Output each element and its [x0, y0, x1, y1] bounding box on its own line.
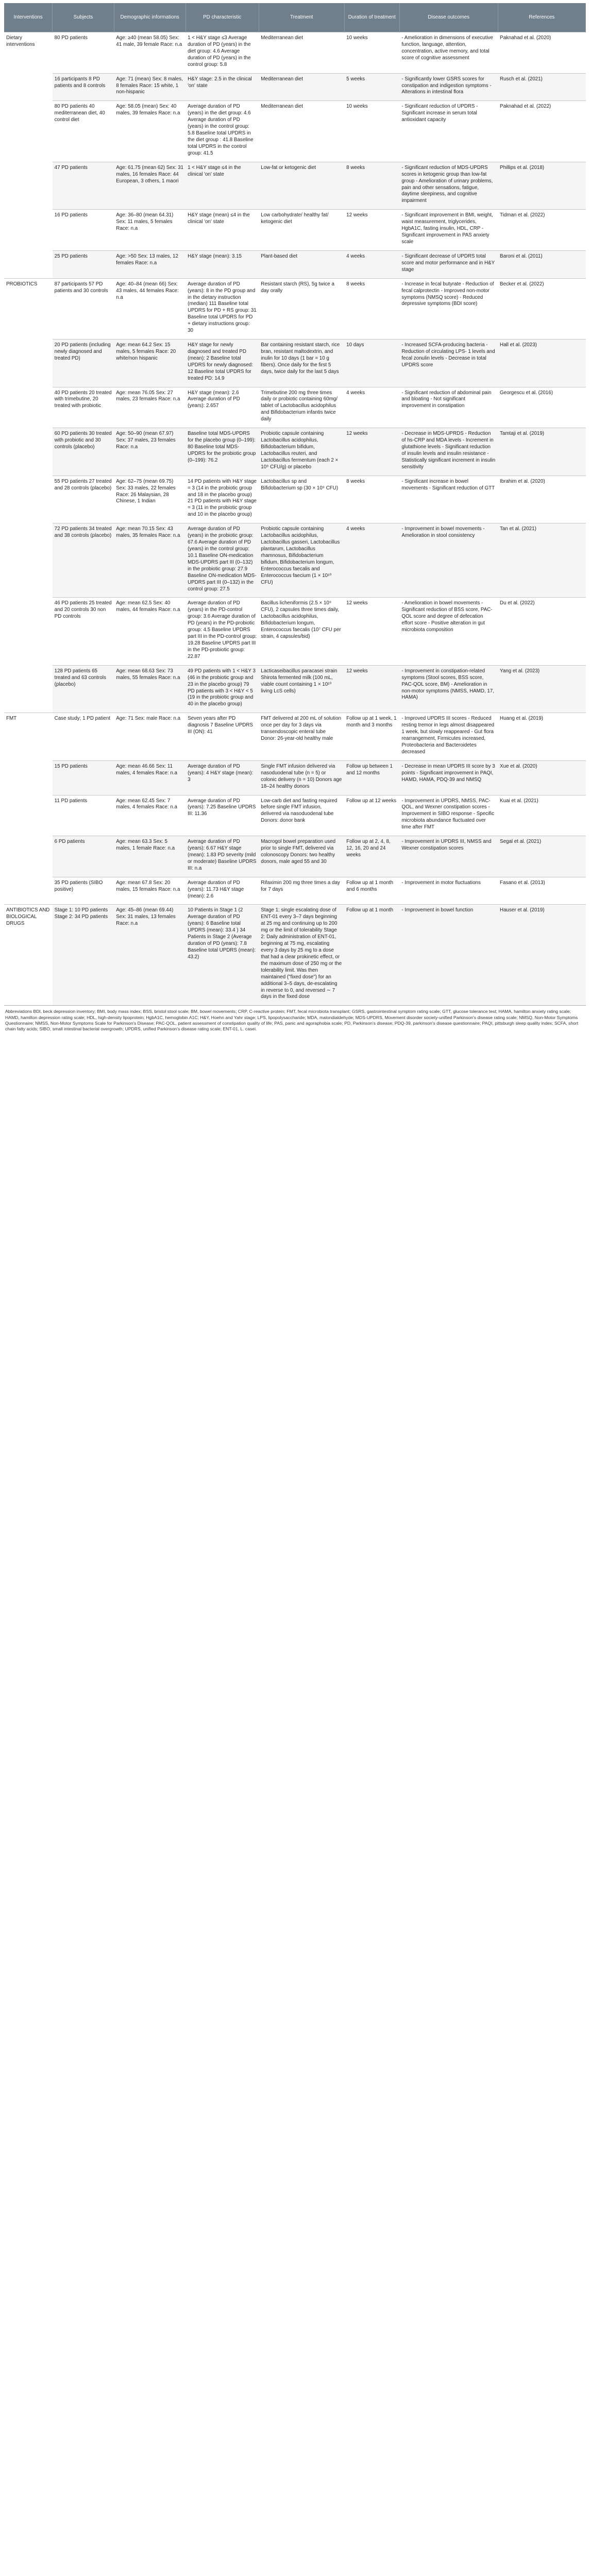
table-row [4, 340, 586, 387]
duration-cell: 4 weeks [344, 387, 399, 428]
demographics-cell: Age: >50 Sex: 13 males, 12 females Race: n.a [114, 250, 186, 278]
treatment-cell: Trimebutine 200 mg three times daily or probiotic containing 60mg/ tablet of Lactobacillus acidophilus and Bifidobacterium infantis twice daily [259, 387, 344, 428]
demographics-cell: Age: mean 62.5 Sex: 40 males, 44 females Race: n.a [114, 598, 186, 665]
pd-characteristic-cell: 1 < H&Y stage ≤4 in the clinical 'on' state [186, 162, 259, 210]
outcomes-cell: - Increased SCFA-producing bacteria - Reduction of circulating LPS- 1 levels and fecal zonulin levels - Decrease in total UPDRS score [399, 340, 498, 387]
intervention-category-cell [4, 476, 53, 523]
demographics-cell: Age: mean 62.45 Sex: 7 males, 4 females Race: n.a [114, 795, 186, 836]
reference-cell[interactable]: Paknahad et al. (2020) [498, 32, 585, 74]
table-row [4, 905, 586, 1005]
pd-characteristic-cell: Average duration of PD (years) in the diet group: 4.6 Average duration of PD (years) in the control group: 5.8 Baseline total UPDRS in the diet group : 41.8 Baseline total UPDRS in the control group: 41.5 [186, 101, 259, 162]
table-body [4, 32, 586, 1006]
outcomes-cell: - Significant decrease of UPDRS total score and motor performance and in H&Y stage [399, 250, 498, 278]
duration-cell: 10 weeks [344, 101, 399, 162]
subjects-cell: 80 PD patients [53, 32, 114, 74]
pd-characteristic-cell: Average duration of PD (years) in the PD-control group: 3.6 Average duration of PD (years) in the PD-probiotic group: 4.5 Baseline UPDRS part III in the PD-control group: 19.28 Baseline UPDRS part III in the PD-probiotic group: 22.87 [186, 598, 259, 665]
pd-characteristic-cell: Average duration of PD (years) in the probiotic group: 67.6 Average duration of PD (years) in the control group: 10.1 Baseline ON-medication MDS-UPDRS part III (0–132) in the probiotic group: 27.9 Baseline ON-medication MDS-UPDRS part III (0–132) in the control group: 27.5 [186, 523, 259, 598]
demographics-cell: Age: mean 68.63 Sex: 73 males, 55 females Race: n.a [114, 665, 186, 713]
table-row [4, 523, 586, 598]
pd-characteristic-cell: H&Y stage for newly diagnosed and treated PD (mean): 2 Baseline total UPDRS for newly diagnosed: 12 Baseline total UPDRS for treated PD: 14.9 [186, 340, 259, 387]
reference-cell[interactable]: Phillips et al. (2018) [498, 162, 585, 210]
demographics-cell: Age: mean 70.15 Sex: 43 males, 35 females Race: n.a [114, 523, 186, 598]
duration-cell: 4 weeks [344, 250, 399, 278]
duration-cell: 12 weeks [344, 665, 399, 713]
table-row [4, 476, 586, 523]
reference-cell[interactable]: Tidman et al. (2022) [498, 210, 585, 251]
intervention-category-cell [4, 665, 53, 713]
pd-characteristic-cell: H&Y stage (mean): 3.15 [186, 250, 259, 278]
header-references: References [498, 3, 585, 32]
header-interventions: Interventions [4, 3, 53, 32]
subjects-cell: Case study; 1 PD patient [53, 713, 114, 761]
demographics-cell: Age: 50–90 (mean 67.97) Sex: 37 males, 23 females Race: n.a [114, 428, 186, 476]
duration-cell: 10 days [344, 340, 399, 387]
subjects-cell: 20 PD patients (including newly diagnosed and treated PD) [53, 340, 114, 387]
duration-cell: Follow up at 1 week, 1 month and 3 months [344, 713, 399, 761]
intervention-category-cell: ANTIBIOTICS AND BIOLOGICAL DRUGS [4, 905, 53, 1005]
intervention-category-cell [4, 836, 53, 877]
subjects-cell: 46 PD patients 25 treated and 20 controls 30 non PD controls [53, 598, 114, 665]
studies-table [4, 3, 586, 1005]
treatment-cell: Rifaximin 200 mg three times a day for 7 days [259, 877, 344, 905]
pd-characteristic-cell: Average duration of PD (years): 4 H&Y stage (mean): 3 [186, 760, 259, 795]
reference-cell[interactable]: Du et al. (2022) [498, 598, 585, 665]
reference-cell[interactable]: Georgescu et al. (2016) [498, 387, 585, 428]
treatment-cell: Probiotic capsule containing Lactobacillus acidophilus, Bifidobacterium bifidum, Lactobacillus reuteri, and Lactobacillus fermentum (each 2 × 10⁹ CFU/g) or placebo [259, 428, 344, 476]
demographics-cell: Age: 45–86 (mean 69.44) Sex: 31 males, 13 females Race: n.a [114, 905, 186, 1005]
reference-cell[interactable]: Tan et al. (2021) [498, 523, 585, 598]
intervention-category-cell [4, 250, 53, 278]
treatment-cell: Low-fat or ketogenic diet [259, 162, 344, 210]
outcomes-cell: - Decrease in MDS-UPRDS - Reduction of hs-CRP and MDA levels - Increment in glutathione levels - Significant reduction of insulin levels and insulin resistance - Statistically significant increment in insulin sensitivity [399, 428, 498, 476]
treatment-cell: Macrogol bowel preparation used prior to single FMT, delivered via colonoscopy Donors: two healthy donors, male aged 55 and 30 [259, 836, 344, 877]
demographics-cell: Age: 62–75 (mean 69.75) Sex: 33 males, 22 females Race: 26 Malaysian, 28 Chinese, 1 Indian [114, 476, 186, 523]
outcomes-cell: - Improved UPDRS III scores - Reduced resting tremor in legs almost disappeared 1 week, but slowly reappeared - Gut flora rearrangement, Firmicutes increased, Proteobacteria and Bacteroidetes decreased [399, 713, 498, 761]
table-row [4, 877, 586, 905]
outcomes-cell: - Amelioration in bowel movements - Significant reduction of BSS score, PAC-QOL score and degree of defecation effort score - Positive alteration in gut microbiota composition [399, 598, 498, 665]
treatment-cell: Mediterranean diet [259, 101, 344, 162]
reference-cell[interactable]: Becker et al. (2022) [498, 278, 585, 339]
subjects-cell: 25 PD patients [53, 250, 114, 278]
duration-cell: 10 weeks [344, 32, 399, 74]
table-row [4, 32, 586, 74]
table-row [4, 387, 586, 428]
subjects-cell: 87 participants 57 PD patients and 30 controls [53, 278, 114, 339]
pd-characteristic-cell: H&Y stage (mean) ≤4 in the clinical 'on' state [186, 210, 259, 251]
header-treatment: Treatment [259, 3, 344, 32]
demographics-cell: Age: mean 67.8 Sex: 20 males, 15 females Race: n.a [114, 877, 186, 905]
duration-cell: 12 weeks [344, 210, 399, 251]
outcomes-cell: - Significant improvement in BMI, weight, waist measurement, triglycerides, HgbA1C, fasting insulin, HDL, CRP - Significant improvement in PAS anxiety scale [399, 210, 498, 251]
duration-cell: 5 weeks [344, 73, 399, 101]
treatment-cell: Low-carb diet and fasting required before single FMT infusion, delivered via nasoduodenal tube Donors: donor bank [259, 795, 344, 836]
subjects-cell: 72 PD patients 34 treated and 38 controls (placebo) [53, 523, 114, 598]
demographics-cell: Age: mean 76.05 Sex: 27 males, 23 females Race: n.a [114, 387, 186, 428]
treatment-cell: Single FMT infusion delivered via nasoduodenal tube (n = 5) or colonic delivery (n = 10) Donors age 18–24 healthy donors [259, 760, 344, 795]
intervention-category-cell [4, 73, 53, 101]
outcomes-cell: - Significant increase in bowel movements - Significant reduction of GTT [399, 476, 498, 523]
subjects-cell: 15 PD patients [53, 760, 114, 795]
duration-cell: Follow up between 1 and 12 months [344, 760, 399, 795]
pd-characteristic-cell: H&Y stage (mean): 2.6 Average duration of PD (years): 2.657 [186, 387, 259, 428]
reference-cell[interactable]: Huang et al. (2019) [498, 713, 585, 761]
intervention-category-cell [4, 101, 53, 162]
treatment-cell: Lactobacillus sp and Bifidobacterium sp (30 × 10⁹ CFU) [259, 476, 344, 523]
demographics-cell: Age: 58.05 (mean) Sex: 40 males, 39 females Race: n.a [114, 101, 186, 162]
intervention-category-cell [4, 210, 53, 251]
table-header [4, 3, 586, 32]
table-row [4, 210, 586, 251]
table-row [4, 101, 586, 162]
header-pd-characteristic: PD characteristic [186, 3, 259, 32]
duration-cell: 12 weeks [344, 598, 399, 665]
intervention-category-cell: FMT [4, 713, 53, 761]
abbreviations-footnote: Abbreviations BDI, beck depression inventory; BMI, body mass index; BSS, bristol stool scale; BM, bowel movements; CRP, C-reactive protein; FMT, fecal microbiota transplant; GSRS, gastrointestinal symptom rating scale; GTT, glucose tolerance test; HAMA, hamilton anxiety rating scale; HAMD, hamilton depression rating scale; HDL, high-density lipoprotein; HgbA1C, hemoglobin A1C; H&Y, Hoehn and Yahr stage; LPS, lipopolysaccharide; MDA, malondialdehyde; MDS-UPDRS, Movement disorder society-unified Parkinson's disease rating scale; NMSQ, Non-Motor Symptoms Questionnaire; NMSS, Non-Motor Symptoms Scale for Parkinson's Disease; PAC-QOL, patient assessment of constipation quality of life; PAS, panic and agoraphobia scale; PD, Parkinson's disease; PDQ-39, parkinson's disease questionnaire; PAQI, pittsburgh sleep quality index; SCFA, short chain fatty acids; SIBO, small intestinal bacterial overgrowth; UPDRS, unified Parkinson's disease rating scale; ENT-01, L. casei. [4, 1005, 586, 1032]
pd-characteristic-cell: Average duration of PD (years): 6.67 H&Y stage (mean): 1.83 PD severity (mild or moderate) Baseline UPDRS III: n.a [186, 836, 259, 877]
pd-characteristic-cell: 14 PD patients with H&Y stage = 3 (14 in the probiotic group and 18 in the placebo group) 21 PD patients with H&Y stage = 3 (11 in the probiotic group and 10 in the placebo group) [186, 476, 259, 523]
duration-cell: 12 weeks [344, 428, 399, 476]
table-row [4, 713, 586, 761]
outcomes-cell: - Significantly lower GSRS scores for constipation and indigestion symptoms - Alterations in intestinal flora [399, 73, 498, 101]
pd-characteristic-cell: Seven years after PD diagnosis 7 Baseline UPDRS III (ON): 41 [186, 713, 259, 761]
subjects-cell: 16 PD patients [53, 210, 114, 251]
intervention-category-cell: Dietary interventions [4, 32, 53, 74]
duration-cell: Follow up at 12 weeks [344, 795, 399, 836]
outcomes-cell: - Significant reduction of UPDRS - Significant increase in serum total antioxidant capacity [399, 101, 498, 162]
intervention-category-cell [4, 428, 53, 476]
pd-characteristic-cell: 49 PD patients with 1 < H&Y 3 (46 in the probiotic group and 23 in the placebo group) 79 PD patients with 3 < H&Y < 5 (19 in the probiotic group and 40 in the placebo group) [186, 665, 259, 713]
outcomes-cell: - Improvement in bowel movements - Amelioration in stool consistency [399, 523, 498, 598]
demographics-cell: Age: 61.75 (mean 62) Sex: 31 males, 16 females Race: 44 European, 3 others, 1 maori [114, 162, 186, 210]
treatment-cell: Lacticaseibacillus paracasei strain Shirota fermented milk (100 mL, viable count containing 1 × 10¹⁰ living LcS cells) [259, 665, 344, 713]
table-row [4, 428, 586, 476]
treatment-cell: Bar containing resistant starch, rice bran, resistant maltodextrin, and inulin for 10 days (1 bar = 10 g fibers). Once daily for the first 5 days, twice daily for the last 5 days [259, 340, 344, 387]
header-duration: Duration of treatment [344, 3, 399, 32]
table-row [4, 760, 586, 795]
pd-characteristic-cell: H&Y stage: 2.5 in the clinical 'on' state [186, 73, 259, 101]
subjects-cell: 47 PD patients [53, 162, 114, 210]
reference-cell[interactable]: Paknahad et al. (2022) [498, 101, 585, 162]
outcomes-cell: - Improvement in UPDRS, NMSS, PAC-QOL, and Wexner constipation scores - Improvement in SIBO response - Specific microbiota abundance fluctuated over time after FMT [399, 795, 498, 836]
treatment-cell: FMT delivered at 200 mL of solution once per day for 3 days via transendoscopic enteral tube Donor: 26-year-old healthy male [259, 713, 344, 761]
demographics-cell: Age: mean 46.66 Sex: 11 males, 4 females Race: n.a [114, 760, 186, 795]
intervention-category-cell [4, 162, 53, 210]
subjects-cell: 35 PD patients (SIBO positive) [53, 877, 114, 905]
pd-characteristic-cell: Average duration of PD (years): 11.73 H&Y stage (mean): 2.6 [186, 877, 259, 905]
subjects-cell: 55 PD patients 27 treated and 28 controls (placebo) [53, 476, 114, 523]
outcomes-cell: - Significant reduction of abdominal pain and bloating - Not significant improvement in constipation [399, 387, 498, 428]
pd-characteristic-cell: 10 Patients in Stage 1 (2 Average duration of PD (years): 6 Baseline total UPDRS (mean): 33.4 ) 34 Patients in Stage 2 (Average duration of PD (years): 7.8 Baseline total UPDRS (mean): 43.2) [186, 905, 259, 1005]
demographics-cell: Age: 40–84 (mean 66) Sex: 43 males, 44 females Race: n.a [114, 278, 186, 339]
outcomes-cell: - Decrease in mean UPDRS III score by 3 points - Significant improvement in PAQI, HAMD, HAMA, PDQ-39 and NMSQ [399, 760, 498, 795]
subjects-cell: 80 PD patients 40 mediterranean diet, 40 control diet [53, 101, 114, 162]
outcomes-cell: - Increase in fecal butyrate - Reduction of fecal calprotectin - Improved non-motor symptoms (NMSQ score) - Reduced depressive symptoms (BDI score) [399, 278, 498, 339]
intervention-category-cell [4, 877, 53, 905]
duration-cell: Follow up at 1 month and 6 months [344, 877, 399, 905]
header-subjects: Subjects [53, 3, 114, 32]
pd-characteristic-cell: Baseline total MDS-UPDRS for the placebo group (0–199): 80 Baseline total MDS-UPDRS for the probiotic group (0–199): 76.2 [186, 428, 259, 476]
demographics-cell: Age: 36–80 (mean 64.31) Sex: 11 males, 5 females Race: n.a [114, 210, 186, 251]
subjects-cell: 11 PD patients [53, 795, 114, 836]
subjects-cell: 16 participants 8 PD patients and 8 controls [53, 73, 114, 101]
intervention-category-cell [4, 795, 53, 836]
demographics-cell: Age: 71 Sex: male Race: n.a [114, 713, 186, 761]
outcomes-cell: - Improvement in bowel function [399, 905, 498, 1005]
outcomes-cell: - Amelioration in dimensions of executive function, language, attention, concentration, active memory, and total score of cognitive assessment [399, 32, 498, 74]
outcomes-cell: - Improvement in constipation-related symptoms (Stool scores, BSS score, PAC-QOL score, BM) - Amelioration in non-motor symptoms (NMSS, HAMD, 17, HAMA) [399, 665, 498, 713]
table-row [4, 250, 586, 278]
demographics-cell: Age: 71 (mean) Sex: 8 males, 8 females Race: 15 white, 1 non-hispanic [114, 73, 186, 101]
outcomes-cell: - Significant reduction of MDS-UPDRS scores in ketogenic group than low-fat group - Amelioration of urinary problems, pain and other sensations, fatigue, daytime sleepiness, and cognitive impairment [399, 162, 498, 210]
treatment-cell: Low carbohydrate/ healthy fat/ ketogenic diet [259, 210, 344, 251]
outcomes-cell: - Improvement in motor fluctuations [399, 877, 498, 905]
duration-cell: 8 weeks [344, 162, 399, 210]
intervention-category-cell [4, 387, 53, 428]
header-demographic: Demographic informations [114, 3, 186, 32]
table-row [4, 598, 586, 665]
reference-cell[interactable]: Rusch et al. (2021) [498, 73, 585, 101]
intervention-category-cell [4, 523, 53, 598]
duration-cell: 4 weeks [344, 523, 399, 598]
treatment-cell: Resistant starch (RS), 5g twice a day orally [259, 278, 344, 339]
page [4, 3, 586, 1032]
demographics-cell: Age: ≥40 (mean 58.05) Sex: 41 male, 39 female Race: n.a [114, 32, 186, 74]
table-row [4, 73, 586, 101]
treatment-cell: Mediterranean diet [259, 32, 344, 74]
treatment-cell: Mediterranean diet [259, 73, 344, 101]
table-row [4, 278, 586, 339]
intervention-category-cell [4, 598, 53, 665]
duration-cell: Follow up at 1 month [344, 905, 399, 1005]
header-outcomes: Disease outcomes [399, 3, 498, 32]
treatment-cell: Probiotic capsule containing Lactobacillus acidophilus, Lactobacillus gasseri, Lactobacillus plantarum, Lactobacillus rhamnosus, Bifidobacterium bifidum, Bifidobacterium longum, Enterococcus faecalis and Enterococcus faecium (1 × 10¹⁰ CFU) [259, 523, 344, 598]
duration-cell: 8 weeks [344, 278, 399, 339]
treatment-cell: Plant-based diet [259, 250, 344, 278]
reference-cell[interactable]: Fasano et al. (2013) [498, 877, 585, 905]
subjects-cell: 128 PD patients 65 treated and 63 controls (placebo) [53, 665, 114, 713]
demographics-cell: Age: mean 64.2 Sex: 15 males, 5 females Race: 20 white/non hispanic [114, 340, 186, 387]
intervention-category-cell: PROBIOTICS [4, 278, 53, 339]
reference-cell[interactable]: Hauser et al. (2019) [498, 905, 585, 1005]
intervention-category-cell [4, 760, 53, 795]
table-row [4, 665, 586, 713]
treatment-cell: Bacillus licheniformis (2.5 × 10⁹ CFU), 2 capsules three times daily, Lactobacillus acidophilus, Bifidobacterium longum, Enterococcus faecalis (10⁷ CFU per strain, 4 capsules/bid) [259, 598, 344, 665]
subjects-cell: 60 PD patients 30 treated with probiotic and 30 controls (placebo) [53, 428, 114, 476]
reference-cell[interactable]: Baroni et al. (2011) [498, 250, 585, 278]
subjects-cell: 6 PD patients [53, 836, 114, 877]
duration-cell: 8 weeks [344, 476, 399, 523]
reference-cell[interactable]: Segal et al. (2021) [498, 836, 585, 877]
reference-cell[interactable]: Tamtaji et al. (2019) [498, 428, 585, 476]
table-row [4, 836, 586, 877]
reference-cell[interactable]: Kuai et al. (2021) [498, 795, 585, 836]
pd-characteristic-cell: Average duration of PD (years): 7.25 Baseline UPDRS III: 11.36 [186, 795, 259, 836]
table-row [4, 795, 586, 836]
table-row [4, 162, 586, 210]
subjects-cell: 40 PD patients 20 treated with trimebutine, 20 treated with probiotic [53, 387, 114, 428]
pd-characteristic-cell: Average duration of PD (years): 8 in the PD group and in the dietary instruction (median) 111 Baseline total UPDRS for PD + RS group: 31 Baseline total UPDRS for PD + dietary instructions group: 30 [186, 278, 259, 339]
intervention-category-cell [4, 340, 53, 387]
pd-characteristic-cell: 1 < H&Y stage ≤3 Average duration of PD (years) in the diet group: 4.6 Average duration of PD (years) in the control group: 5.8 [186, 32, 259, 74]
demographics-cell: Age: mean 63.3 Sex: 5 males, 1 female Race: n.a [114, 836, 186, 877]
reference-cell[interactable]: Hall et al. (2023) [498, 340, 585, 387]
subjects-cell: Stage 1: 10 PD patients Stage 2: 34 PD patients [53, 905, 114, 1005]
duration-cell: Follow up at 2, 4, 8, 12, 16, 20 and 24 weeks [344, 836, 399, 877]
reference-cell[interactable]: Ibrahim et al. (2020) [498, 476, 585, 523]
reference-cell[interactable]: Xue et al. (2020) [498, 760, 585, 795]
treatment-cell: Stage 1: single escalating dose of ENT-01 every 3–7 days beginning at 25 mg and continuing up to 200 mg or the limit of tolerability Stage 2: Daily administration of ENT-01, beginning at 75 mg, escalating every 3 days by 25 mg to a dose that had a clear prokinetic effect, or the maximum dose of 250 mg or the tolerability limit. Was then maintained ("fixed dose") for an additional 3–5 days, de-escalating in reverse to 0, and reversed ∼ 7 days in the fixed dose [259, 905, 344, 1005]
reference-cell[interactable]: Yang et al. (2023) [498, 665, 585, 713]
outcomes-cell: - Improvement in UPDRS III, NMSS and Wexner constipation scores [399, 836, 498, 877]
